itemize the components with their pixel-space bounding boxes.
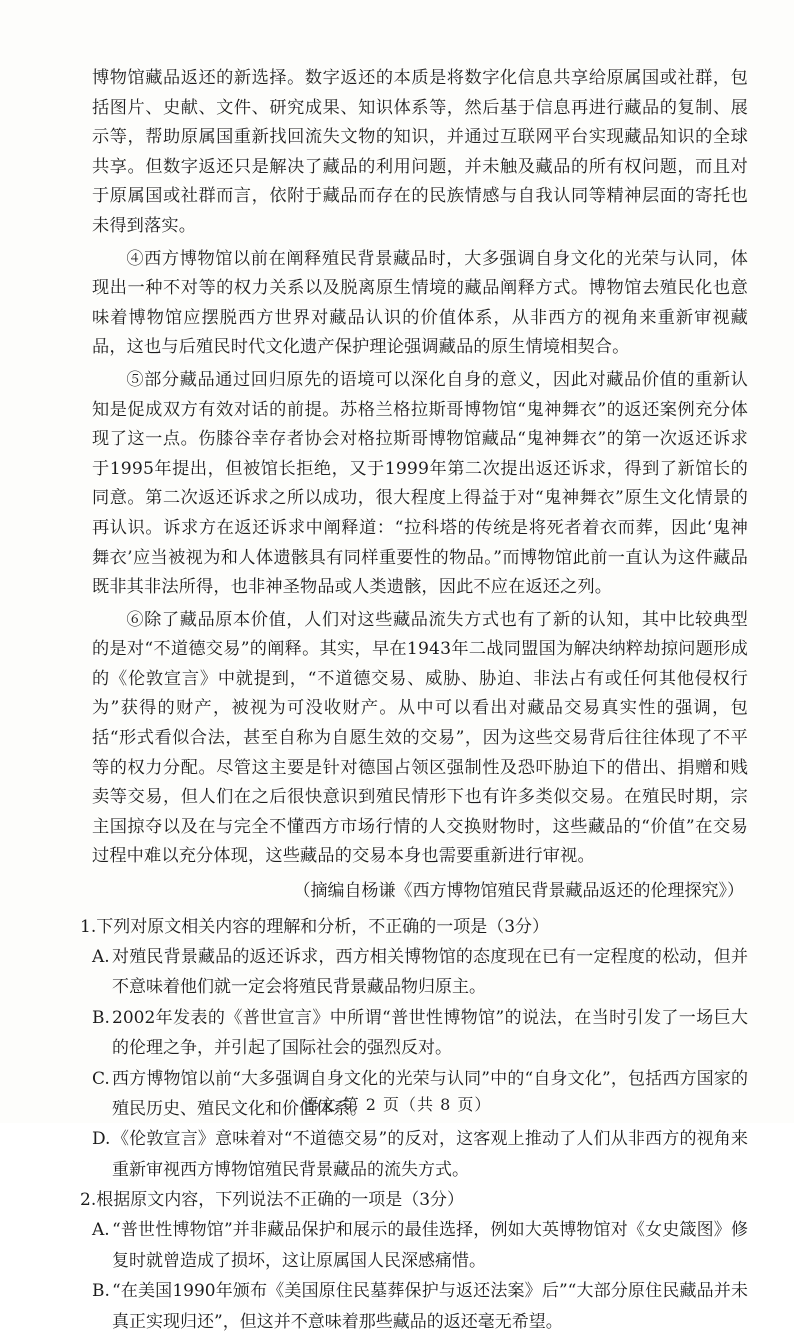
answer-option — [92, 942, 748, 1003]
option-text: 西方博物馆以前“大多强调自身文化的光荣与认同”中的“自身文化”，包括西方国家的殖民历史、殖民文化和价值体系。 — [112, 1068, 748, 1120]
option-letter: B. — [92, 1007, 110, 1028]
option-text: “在美国1990年颁布《美国原住民墓葬保护与返还法案》后”“大部分原住民藏品并未真正实现归还”，但这并不意味着那些藏品的返还毫无希望。 — [112, 1281, 748, 1332]
article-paragraph: ⑤部分藏品通过回归原先的语境可以深化自身的意义，因此对藏品价值的重新认知是促成双方有效对话的前提。苏格兰格拉斯哥博物馆“鬼神舞衣”的返还案例充分体现了这一点。伤膝谷幸存者协会对格拉斯哥博物馆藏品“鬼神舞衣”的第一次返还诉求于1995年提出，但被馆长拒绝，又于1999年第二次提出返还诉求，得到了新馆长的同意。第二次返还诉求之所以成功，很大程度上得益于对“鬼神舞衣”原生文化情景的再认识。诉求方在返还诉求中阐释道：“拉科塔的传统是将死者着衣而葬，因此‘鬼神舞衣’应当被视为和人体遗骸具有同样重要性的物品。”而博物馆此前一直认为这件藏品既非其非法所得，也非神圣物品或人类遗骸，因此不应在返还之列。 — [92, 369, 748, 598]
article-paragraph: ⑥除了藏品原本价值，人们对这些藏品流失方式也有了新的认知，其中比较典型的是对“不道德交易”的阐释。其实，早在1943年二战同盟国为解决纳粹劫掠问题形成的《伦敦宣言》中就提到，“不道德交易、威胁、胁迫、非法占有或任何其他侵权行为”获得的财产，被视为可没收财产。从中可以看出对藏品交易真实性的强调，包括“形式看似合法，甚至自称为自愿生效的交易”，因为这些交易背后往往体现了不平等的权力分配。尽管这主要是针对德国占领区强制性及恐吓胁迫下的借出、捐赠和贱卖等交易，但人们在之后很快意识到殖民情形下也有许多类似交易。在殖民时期，宗主国掠夺以及在与完全不懂西方市场行情的人交换财物时，这些藏品的“价值”在交易过程中难以充分体现，这些藏品的交易本身也需要重新进行审视。 — [92, 609, 748, 867]
reading-article — [92, 64, 748, 906]
question-stem: 1.下列对原文相关内容的理解和分析，不正确的一项是（3分） — [80, 917, 550, 938]
question-stem: 2.根据原文内容，下列说法不正确的一项是（3分） — [80, 1190, 465, 1211]
option-letter: B. — [92, 1281, 110, 1302]
option-letter: A. — [92, 947, 110, 968]
option-letter: A. — [92, 1220, 110, 1241]
question-list — [80, 912, 748, 1337]
option-letter: C. — [92, 1068, 110, 1089]
answer-option — [92, 1215, 748, 1276]
answer-option — [92, 1003, 748, 1064]
question — [80, 912, 748, 1185]
option-text: 《伦敦宣言》意味着对“不道德交易”的反对，这客观上推动了人们从非西方的视角来重新审视西方博物馆殖民背景藏品的流失方式。 — [112, 1129, 748, 1180]
article-source: （摘编自杨谦《西方博物馆殖民背景藏品返还的伦理探究》） — [293, 881, 744, 902]
option-text: “普世性博物馆”并非藏品保护和展示的最佳选择，例如大英博物馆对《女史箴图》修复时就曾造成了损坏，这让原属国人民深感痛惜。 — [112, 1220, 748, 1271]
answer-option — [92, 1276, 748, 1337]
page-footer: 语文 第 2 页（共 8 页） — [302, 1095, 492, 1114]
option-text: 对殖民背景藏品的返还诉求，西方相关博物馆的态度现在已有一定程度的松动，但并不意味着他们就一定会将殖民背景藏品物归原主。 — [112, 947, 748, 998]
answer-option — [92, 1124, 748, 1185]
question — [80, 1185, 748, 1337]
article-paragraph: ④西方博物馆以前在阐释殖民背景藏品时，大多强调自身文化的光荣与认同，体现出一种不对等的权力关系以及脱离原生情境的藏品阐释方式。博物馆去殖民化也意味着博物馆应摆脱西方世界对藏品认识的价值体系，从非西方的视角来重新审视藏品，这也与后殖民时代文化遗产保护理论强调藏品的原生情境相契合。 — [92, 248, 748, 358]
option-text: 2002年发表的《普世宣言》中所谓“普世性博物馆”的说法，在当时引发了一场巨大的伦理之争，并引起了国际社会的强烈反对。 — [112, 1007, 748, 1059]
article-paragraph: 博物馆藏品返还的新选择。数字返还的本质是将数字化信息共享给原属国或社群，包括图片、史献、文件、研究成果、知识体系等，然后基于信息再进行藏品的复制、展示等，帮助原属国重新找回流失文物的知识，并通过互联网平台实现藏品知识的全球共享。但数字返还只是解决了藏品的利用问题，并未触及藏品的所有权问题，而且对于原属国或社群而言，依附于藏品而存在的民族情感与自我认同等精神层面的寄托也未得到落实。 — [92, 68, 748, 236]
option-letter: D. — [92, 1129, 111, 1150]
